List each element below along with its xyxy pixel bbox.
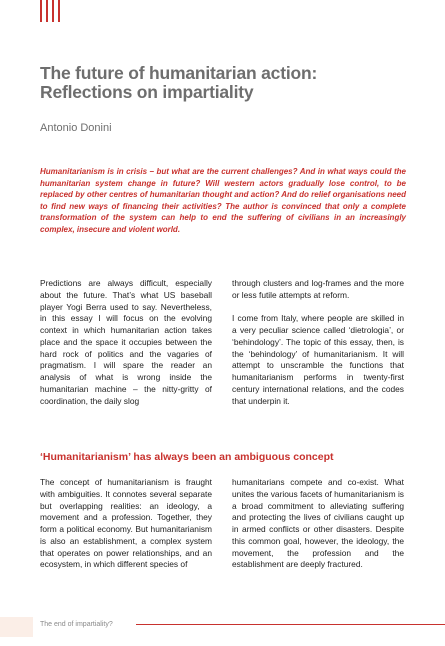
body-column-3	[40, 477, 212, 571]
top-mark-4	[58, 0, 60, 22]
footer-rule	[136, 624, 445, 625]
top-mark-1	[40, 0, 42, 22]
body-column-4	[232, 477, 404, 571]
section-heading: ‘Humanitarianism’ has always been an ambiguous concept	[40, 451, 334, 463]
top-mark-2	[46, 0, 48, 22]
top-mark-3	[52, 0, 54, 22]
author-name: Antonio Donini	[40, 122, 112, 134]
paragraph-behindology: I come from Italy, where people are skilled in a very peculiar science called ‘dietrologia’, or ‘behindology’. The topic of this essay, then, is the ‘behindology’ of humanitarianism. It will attempt to unscramble the functions that humanitarianism performs in twenty-first century international relations, and the codes that underpin it.	[232, 313, 404, 406]
body-column-1	[40, 278, 212, 407]
title-line-2: Reflections on impartiality	[40, 82, 254, 102]
abstract: Humanitarianism is in crisis – but what are the current challenges? And in what ways could the humanitarian system change in future? Will western actors gradually lose control, to be replaced by other centres of humanitarian thought and action? And do relief organisations need to find new ways of financing their activities? The author is convinced that only a complete transformation of the system can help to end the suffering of civilians in an increasingly complex, insecure and violent world.	[40, 167, 406, 234]
paragraph-continuation: through clusters and log-frames and the more or less futile attempts at reform.	[232, 278, 404, 300]
paragraph-concept: The concept of humanitarianism is fraught with ambiguities. It connotes several separate but overlapping realities: an ideology, a movement and a profession. Together, they form a political economy. But humanitarianism is also an establishment, a complex system that operates on power relationships, and an ecosystem, in which different species of	[40, 477, 212, 570]
paragraph-facets: humanitarians compete and co-exist. What unites the various facets of humanitarianism is a broad commitment to alleviating suffering and protecting the lives of civilians caught up in armed conflicts or other disasters. Despite this common goal, however, the ideology, the movement, the profession and the establishment are deeply fractured.	[232, 477, 404, 570]
body-column-2	[232, 278, 404, 407]
footer-running-title: The end of impartiality?	[40, 621, 113, 628]
article-title	[40, 64, 410, 102]
footer-page-tab	[0, 617, 33, 637]
paragraph-intro: Predictions are always difficult, especially about the future. That’s what US baseball player Yogi Berra used to say. Nevertheless, in this essay I will focus on the evolving context in which humanitarian action takes place and the space it occupies between the hard rock of politics and the vagaries of pragmatism. I will spare the reader an analysis of what is wrong inside the humanitarian machine – the nitty-gritty of coordination, the daily slog	[40, 278, 212, 406]
title-line-1: The future of humanitarian action:	[40, 63, 318, 83]
top-decorative-marks	[40, 0, 60, 22]
